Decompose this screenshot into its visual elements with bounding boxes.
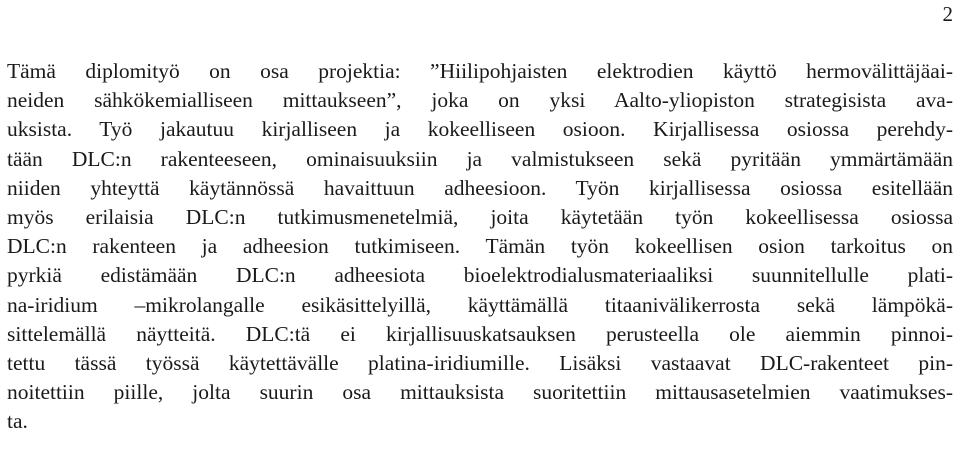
paragraph-line: sittelemällä näytteitä. DLC:tä ei kirjallisuuskatsauksen perusteella ole aiemmin pinnoi- bbox=[7, 321, 953, 346]
paragraph-line: ta. bbox=[7, 409, 28, 434]
paragraph-line: niiden yhteyttä käytännössä havaittuun adheesioon. Työn kirjallisessa osiossa esitellään bbox=[7, 175, 953, 200]
paragraph-line: noitettiin piille, jolta suurin osa mittauksista suoritettiin mittausasetelmien vaatimukses- bbox=[7, 380, 953, 405]
paragraph-line: pyrkiä edistämään DLC:n adheesiota bioelektrodialusmateriaaliksi suunnitellulle plati- bbox=[7, 263, 953, 288]
paragraph-line: na-iridium –mikrolangalle esikäsittelyillä, käyttämällä titaanivälikerrosta sekä lämpökä- bbox=[7, 292, 953, 317]
body-paragraph bbox=[7, 57, 953, 436]
paragraph-line: tään DLC:n rakenteeseen, ominaisuuksiin ja valmistukseen sekä pyritään ymmärtämään bbox=[7, 146, 953, 171]
paragraph-line: DLC:n rakenteen ja adheesion tutkimiseen. Tämän työn kokeellisen osion tarkoitus on bbox=[7, 234, 953, 259]
paragraph-line: myös erilaisia DLC:n tutkimusmenetelmiä, joita käytetään työn kokeellisessa osiossa bbox=[7, 204, 953, 229]
paragraph-line: Tämä diplomityö on osa projektia: ”Hiilipohjaisten elektrodien käyttö hermovälittäjäai- bbox=[7, 59, 953, 83]
paragraph-line: neiden sähkökemialliseen mittaukseen”, joka on yksi Aalto-yliopiston strategisista ava- bbox=[7, 88, 953, 113]
paragraph-line: tettu tässä työssä käytettävälle platina-iridiumille. Lisäksi vastaavat DLC-rakenteet pin- bbox=[7, 350, 953, 375]
page-number: 2 bbox=[942, 2, 953, 26]
paragraph-line: uksista. Työ jakautuu kirjalliseen ja kokeelliseen osioon. Kirjallisessa osiossa perehdy- bbox=[7, 117, 953, 142]
